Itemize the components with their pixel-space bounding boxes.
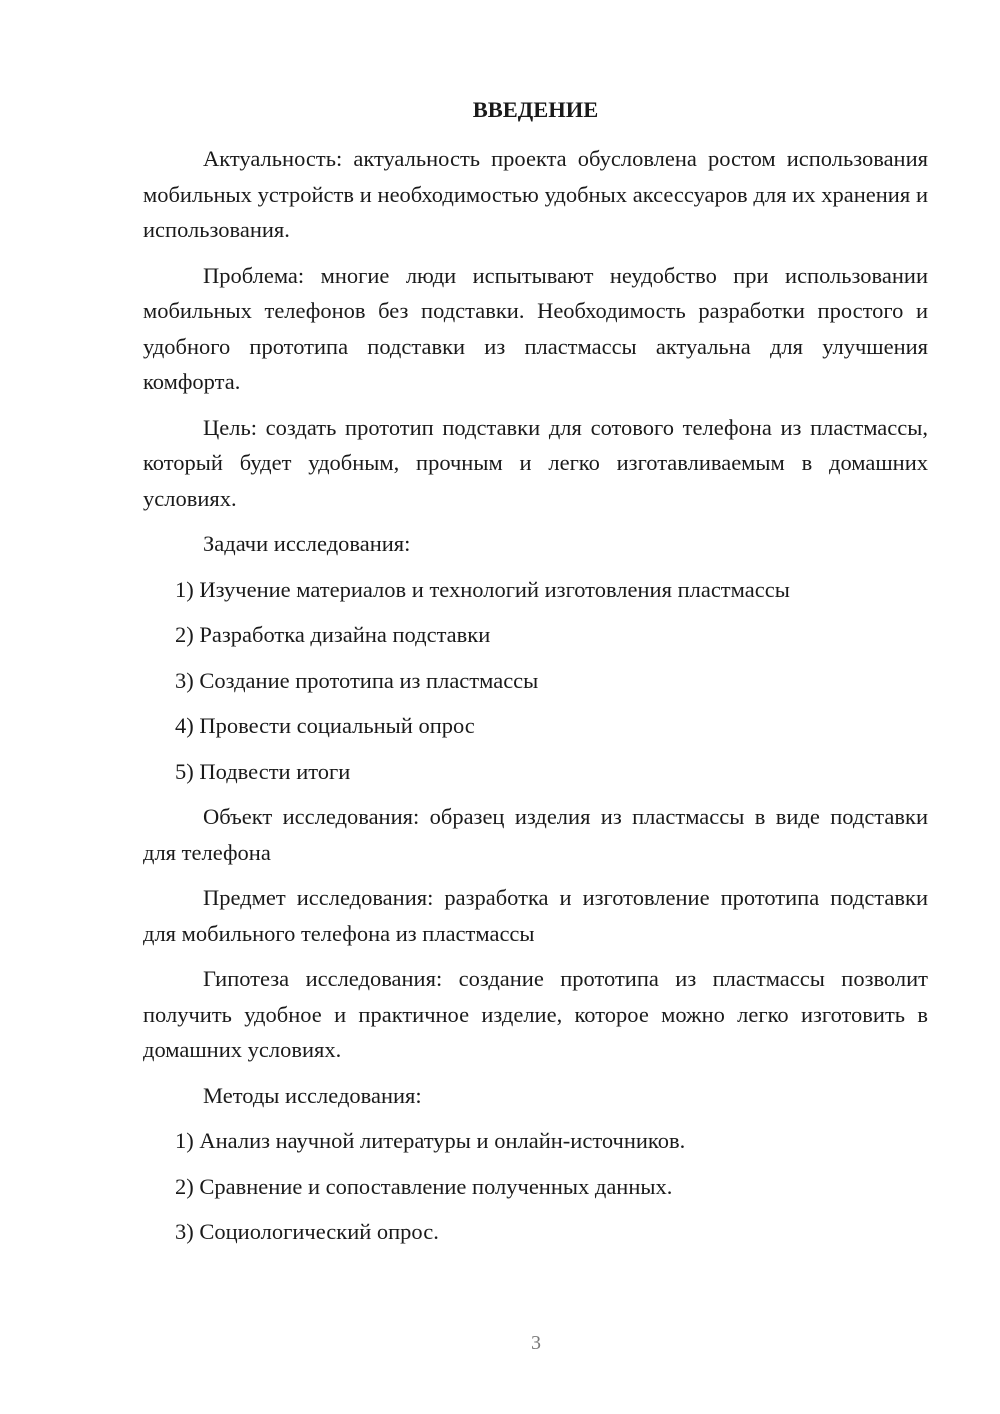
object-paragraph: Объект исследования: образец изделия из пластмассы в виде подставки для телефона <box>143 804 928 865</box>
task-item: 5) Подвести итоги <box>175 758 351 784</box>
method-item: 3) Социологический опрос. <box>175 1219 439 1244</box>
methods-heading: Методы исследования: <box>203 1082 422 1108</box>
task-item: 1) Изучение материалов и технологий изготовления пластмассы <box>175 576 790 602</box>
page-content <box>143 92 928 1260</box>
task-item: 4) Провести социальный опрос <box>175 713 475 738</box>
section-title: ВВЕДЕНИЕ <box>472 97 599 122</box>
subject-paragraph: Предмет исследования: разработка и изготовление прототипа подставки для мобильного телефона из пластмассы <box>143 885 928 946</box>
tasks-heading: Задачи исследования: <box>203 531 411 556</box>
method-item: 1) Анализ научной литературы и онлайн-источников. <box>175 1128 686 1153</box>
goal-paragraph: Цель: создать прототип подставки для сотового телефона из пластмассы, который будет удобным, прочным и легко изготавливаемым в домашних условиях. <box>143 414 928 511</box>
hypothesis-paragraph: Гипотеза исследования: создание прототипа из пластмассы позволит получить удобное и практичное изделие, которое можно легко изготовить в домашних условиях. <box>143 966 928 1062</box>
relevance-paragraph: Актуальность: актуальность проекта обусловлена ростом использования мобильных устройств и необходимостью удобных аксессуаров для их хранения и использования. <box>143 146 928 242</box>
page-number: 3 <box>531 1332 541 1354</box>
problem-paragraph: Проблема: многие люди испытывают неудобство при использовании мобильных телефонов без подставки. Необходимость разработки простого и удобного прототипа подставки из пластмассы актуальна для улучшения комфорта. <box>143 262 928 394</box>
method-item: 2) Сравнение и сопоставление полученных данных. <box>175 1173 673 1199</box>
task-item: 2) Разработка дизайна подставки <box>175 622 491 647</box>
task-item: 3) Создание прототипа из пластмассы <box>175 667 539 693</box>
